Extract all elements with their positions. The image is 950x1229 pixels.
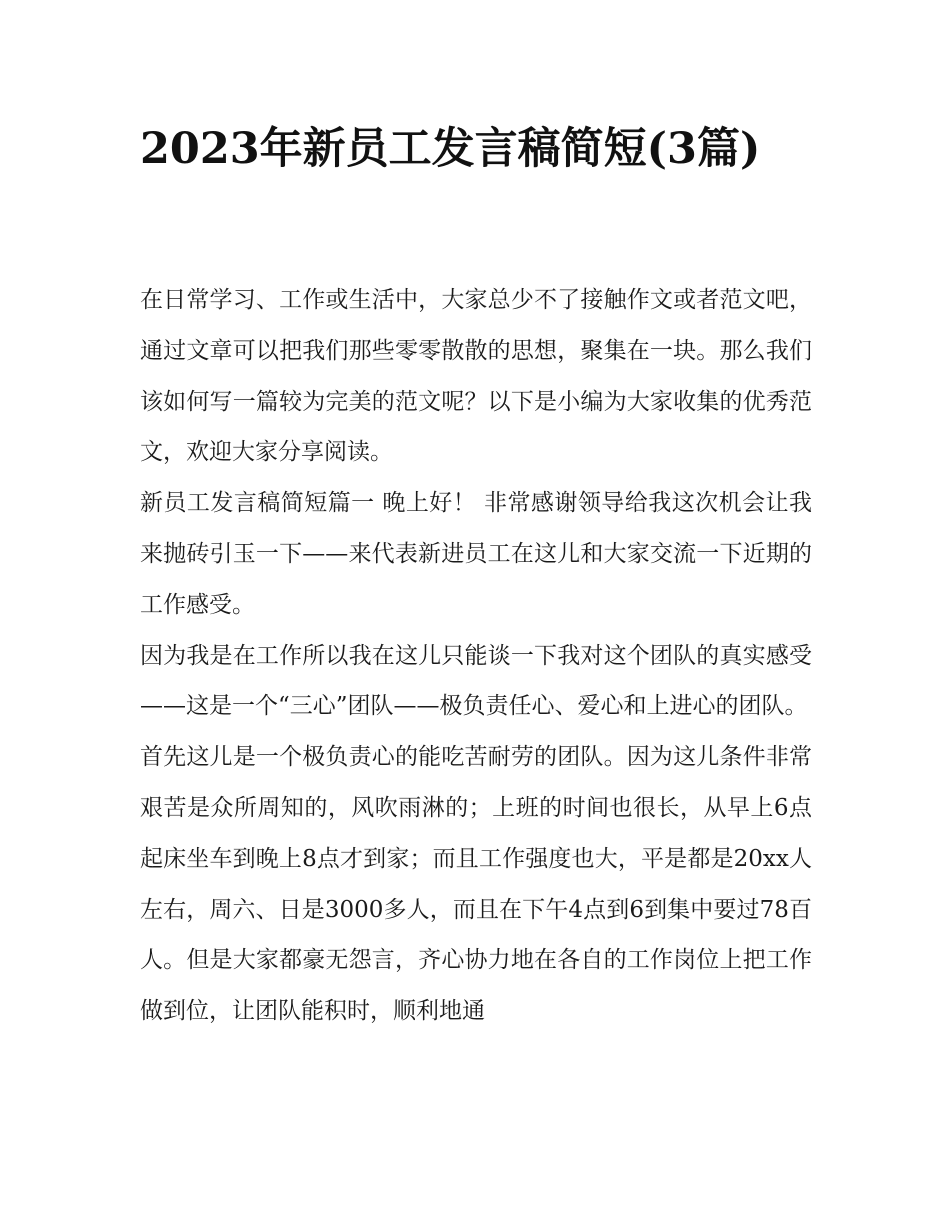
document-title: 2023年新员工发言稿简短(3篇) xyxy=(140,124,761,174)
paragraph-team-feeling: 因为我是在工作所以我在这儿只能谈一下我对这个团队的真实感受——这是一个“三心”团队——极负责任心、爱心和上进心的团队。 xyxy=(140,642,812,720)
paragraph-speech-opening: 新员工发言稿简短篇一 晚上好！ 非常感谢领导给我这次机会让我来抛砖引玉一下——来代表新进员工在这儿和大家交流一下近期的工作感受。 xyxy=(140,490,812,618)
paragraph-intro: 在日常学习、工作或生活中，大家总少不了接触作文或者范文吧，通过文章可以把我们那些零零散散的思想，聚集在一块。那么我们该如何写一篇较为完美的范文呢？以下是小编为大家收集的优秀范文，欢迎大家分享阅读。 xyxy=(140,287,812,466)
paragraph-responsibility: 首先这儿是一个极负责心的能吃苦耐劳的团队。因为这儿条件非常艰苦是众所周知的，风吹雨淋的；上班的时间也很长，从早上6点起床坐车到晚上8点才到家；而且工作强度也大，平是都是20xx人左右，周六、日是3000多人，而且在下午4点到6到集中要过78百人。但是大家都豪无怨言，齐心协力地在各自的工作岗位上把工作做到位，让团队能积时，顺利地通 xyxy=(140,744,812,1025)
document-body xyxy=(140,275,812,1037)
